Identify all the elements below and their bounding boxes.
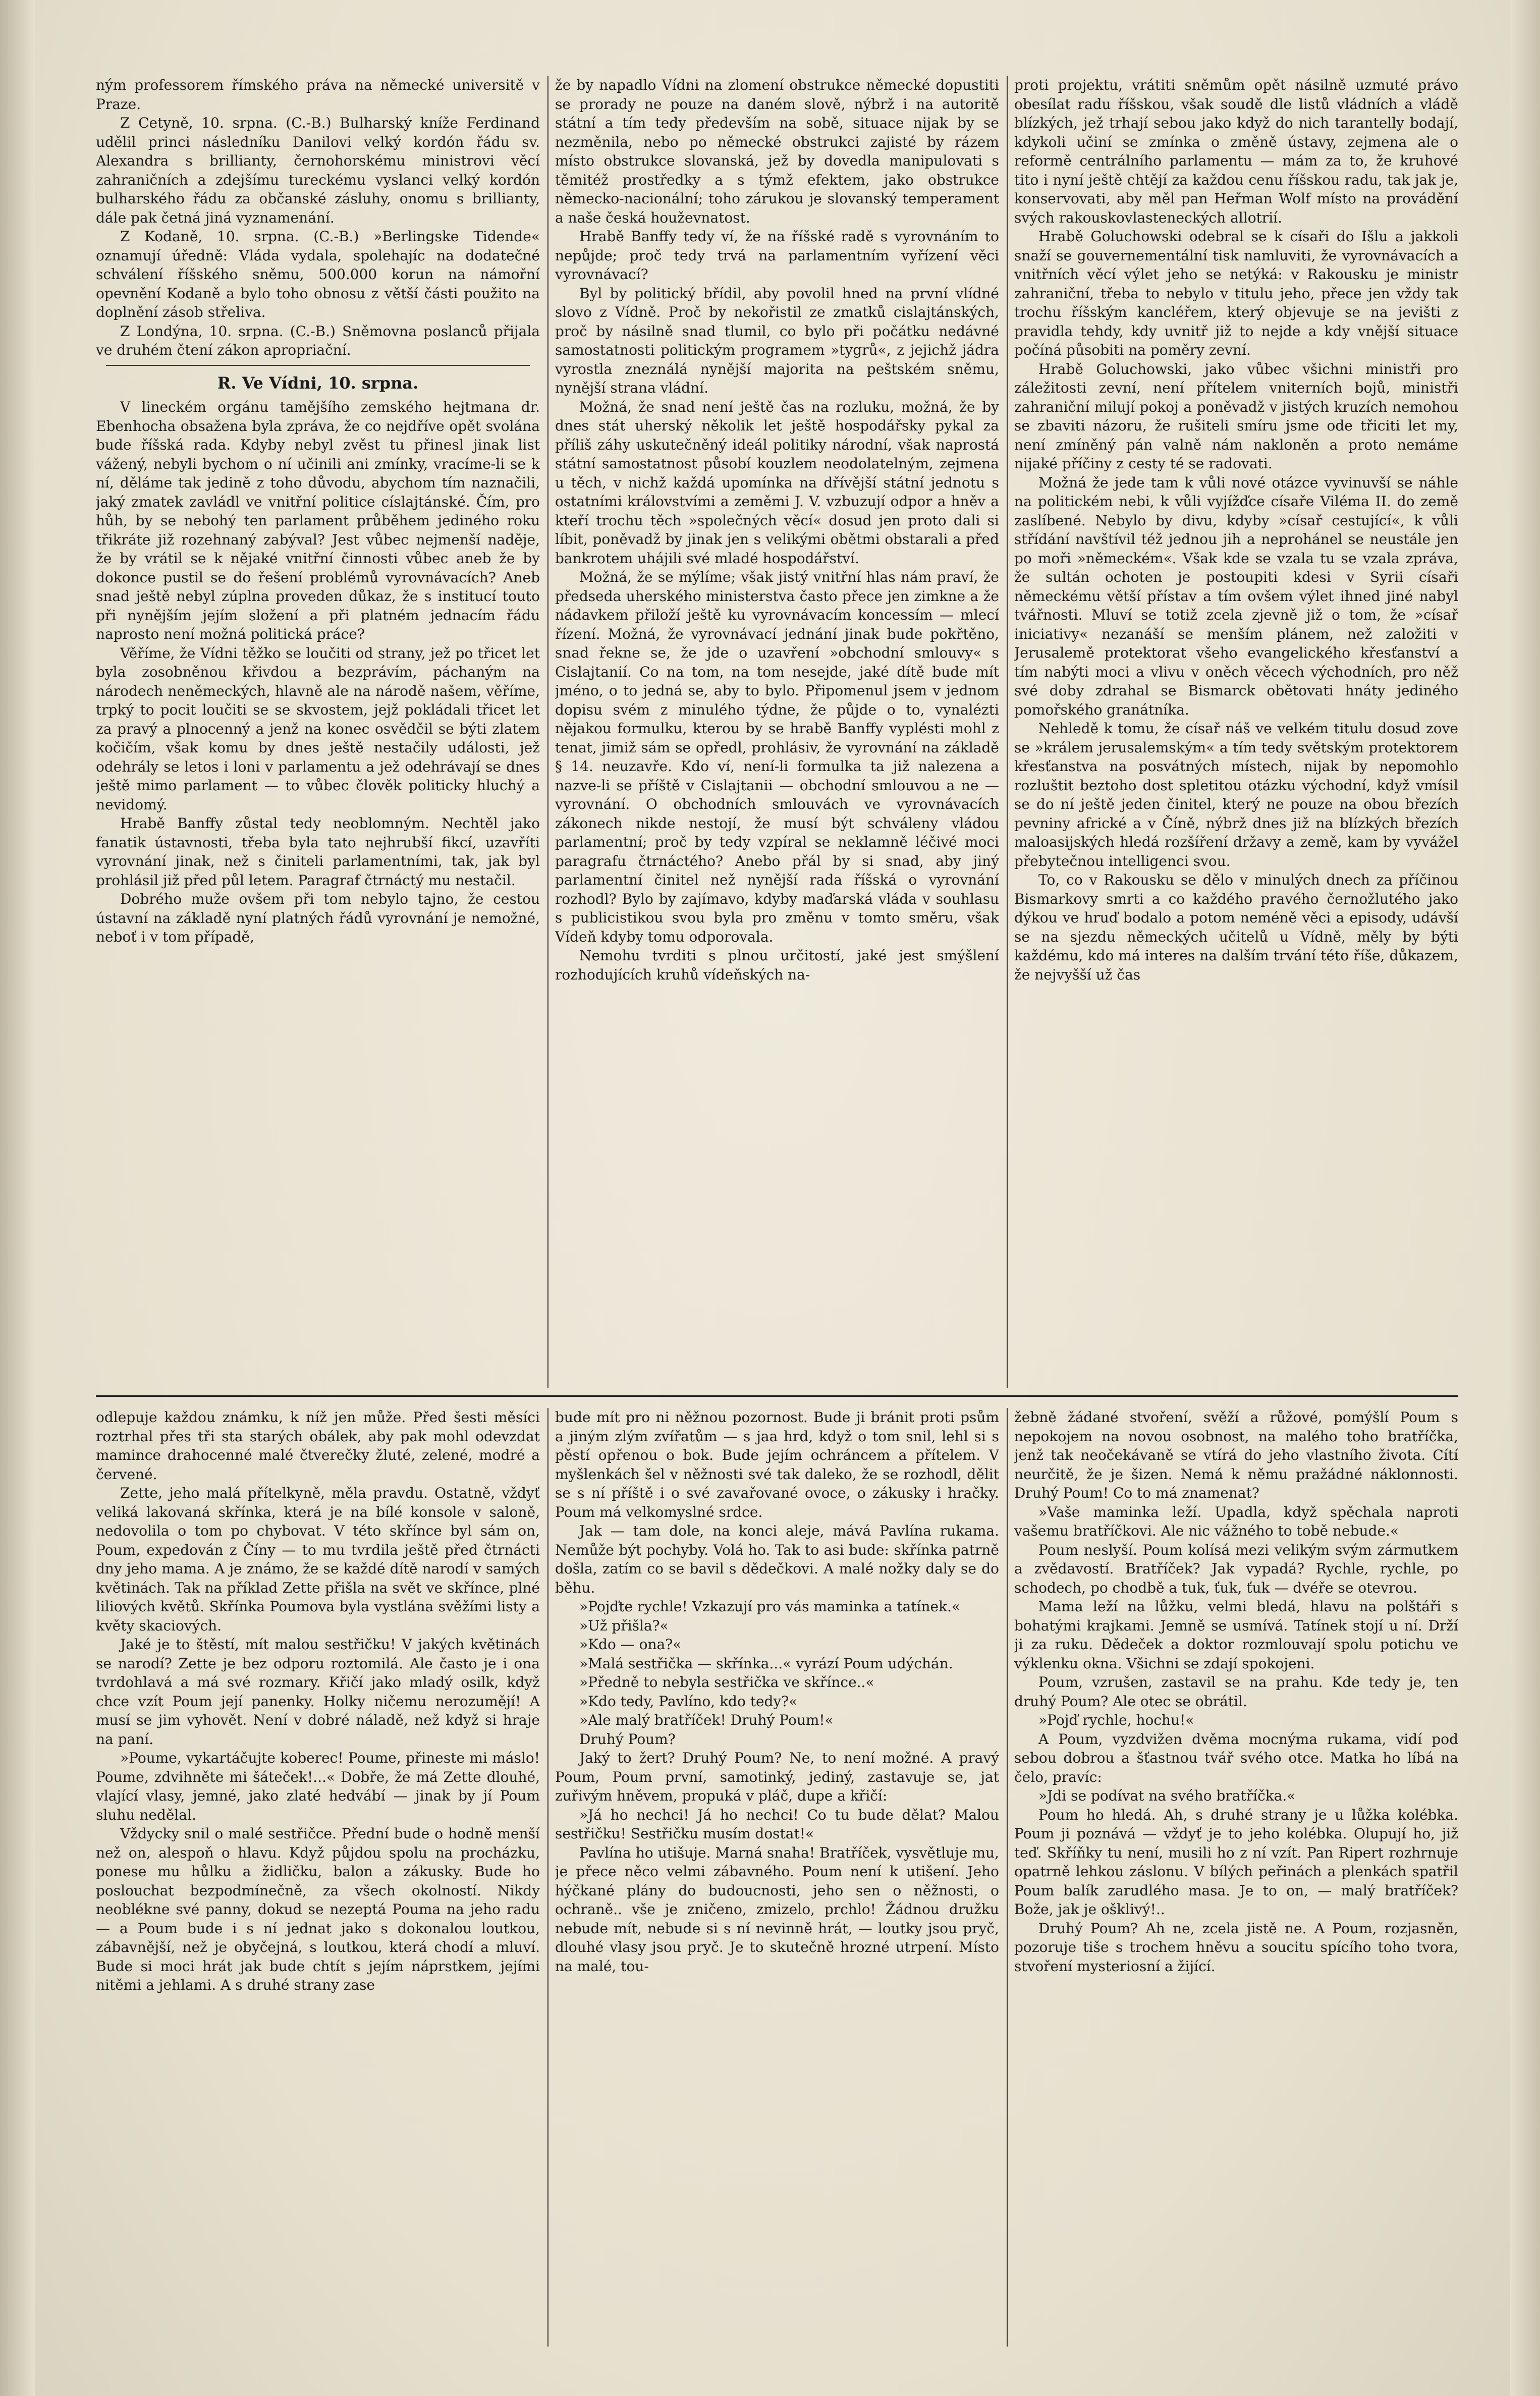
paragraph: Hrabě Goluchowski, jako vůbec všichni ministři pro záležitosti zevní, není přítelem vniterních bojů, ministři zahraniční milují pokoj a poněvadž v jistých kruzích nemohou se zbaviti názoru, že rušiteli smíru jsme ode třiciti let my, není zmíněný pán valně nám nakloněn a proto nemáme nijaké příčiny z cesty té se radovati. [1014,360,1458,472]
paragraph: Hrabě Goluchowski odebral se k císaři do Išlu a jakkoli snaží se gouvernementální tisk namluviti, že vyrovnávacích a vnitřních věcí výlet jeho se netýká: v Rakousku je ministr zahraniční, třeba to nebylo v titulu jeho, přece jen vždy tak trochu říšským kancléřem, který objevuje se na jevišti z pravidla tehdy, kdy uvnitř již to nejde a kdy vnější situace počíná působiti na poměry zevní. [1014,228,1458,358]
column-rule [547,76,548,1388]
page-edge-left [0,0,35,2396]
feuilleton-column-2 [555,1408,999,2347]
paragraph: Vždycky snil o malé sestřičce. Přední bude o hodně menší než on, alespoň o hlavu. Když půjdou spolu na procházku, ponese mu hůlku a židličku, balon a zákusky. Bude ho poslouchat bezpodmínečně, za všech okolností. Nikdy neobléknе své panny, dokud se nezeptá Pouma na jeho radu — a Poum bude i s ní jednat jako s dokonalou loutkou, zábavnější, než je obyčejná, s loutkou, která chodí a mluví. Bude si moci hrát jak bude chtít s jejím náprstkem, jejími nitěmi a jehlami. A s druhé strany zase [96,1825,540,1993]
feuilleton-column-1 [96,1408,540,2347]
paragraph: žebně žádané stvoření, svěží a růžové, pomýšlí Poum s nepokojem na novou osobnost, na malého toho bratříčka, jenž tak neočekávaně se vtírá do jeho vlastního života. Cítí neurčitě, že je šizen. Nemá k němu pražádné náklonnosti. Druhý Poum! Co to má znamenat? [1014,1409,1458,1501]
dialogue-line: »Kdo — ona?« [579,1636,682,1653]
dialogue-line: Druhý Poum? [579,1730,676,1748]
section-divider [106,365,530,366]
column-rule [547,1408,548,2347]
paragraph: To, co v Rakousku se dělo v minulých dnech za příčinou Bismarkovy smrti a co každého pravého černožlutého jako dýkou ve hruď bodalo a potom neméně věci a episody, udávší se na sjezdu německých učitelů u Vídně, měly by býti každému, kdo má interes na dalším trvání této říše, důkazem, že nejvyšší už čas [1014,872,1458,983]
paragraph: Jaký to žert? Druhý Poum? Ne, to není možné. A pravý Poum, Poum první, samotinký, jediný, zastavuje se, jat zuřivým hněvem, propuká v pláč, dupe a křičí: [555,1750,999,1804]
paragraph: Dobrého muže ovšem při tom nebylo tajno, že cestou ústavní na základě nyní platných řádů vyrovnání je nemožné, neboť i v tom případě, [96,891,540,945]
feuilleton-column-3 [1014,1408,1458,2347]
news-column-3 [1014,76,1458,1388]
paragraph: že by napadlo Vídni na zlomení obstrukce německé dopustiti se prorady ne pouze na daném slově, nýbrž i na autoritě státní a tím tedy především na sobě, situace nijak by se nezměnila, nebo po německé obstrukci zajisté by rázem místo obstrukce slovanská, jež by dovedla manipulovati s těmitéž prostředky a s týmž efektem, jako obstrukce německo-nacionální; toho zárukou je slovanský temperament a naše česká houževnatost. [555,77,999,226]
news-column-1 [96,76,540,1388]
paragraph: odlepuje každou známku, k níž jen může. Před šesti měsíci roztrhal přes tři sta starých obálek, aby pak mohl odevzdat mamince drahocenné malé čtverečky žluté, zelené, modré a červené. [96,1409,540,1483]
dialogue-line: »Malá sestřička — skřínka...« vyrází Poum udýchán. [579,1655,953,1672]
section-heading-vienna: R. Ve Vídni, 10. srpna. [217,373,419,393]
paragraph: Jak — tam dole, na konci aleje, mává Pavlína rukama. Nemůže být pochyby. Volá ho. Tak to asi bude: skřínka patrně došla, zatím co se bavil s dědečkovi. A malé nožky daly se do běhu. [555,1522,999,1596]
dialogue-line: »Já ho nechci! Já ho nechci! Co tu bude dělat? Malou sestřičku! Sestřičku musím dostat!« [555,1806,999,1842]
news-section [96,76,1458,1388]
paragraph: Nehledě k tomu, že císař náš ve velkém titulu dosud zove se »králem jerusalemským« a tím tedy světským protektorem křesťanstva na posvátných místech, nijak by nepomohlo rozluštit beztoho dost spletitou otázku východní, když vmísil se do ní ještě jeden činitel, který ne pouze na obou březích pevniny africké a v Číně, nýbrž dnes již na blízkých březích maloasijských hledá rozšíření državy a země, kam by vyvážel přebytečnou intelligenci svou. [1014,720,1458,869]
paragraph: Zette, jeho malá přítelkyně, měla pravdu. Ostatně, vždyť veliká lakovaná skřínka, která je na bílé konsole v saloně, nedovolila o tom po chybovat. V této skřínce byl sám on, Poum, expedován z Číny — to mu tvrdila ještě před čtrnácti dny jeho mama. A je známo, že se každé dítě narodí v samých květinách. Tak na příklad Zette přišla na svět ve skřínce, plné liliových květů. Skřínka Poumova byla vystlána svěžími listy a květy skaciových. [96,1485,540,1634]
dialogue-line: »Jdi se podívat na svého bratříčka.« [1038,1787,1296,1804]
column-rule [1007,76,1008,1388]
paragraph: Hrabě Banffy tedy ví, že na říšské radě s vyrovnáním to nepůjde; proč tedy trvá na parlamentním vyřízení věci vyrovnávací? [555,228,999,283]
paragraph: Poum ho hledá. Ah, s druhé strany je u lůžka kolébka. Poum ji poznává — vždyť je to jeho kolébka. Olupují ho, již teď. Skříňky tu není, musili ho z ní vzít. Pan Ripert rozhrnuje opatrně lehkou záslonu. V bílých peřinách a plenkách spatřil Poum balík zarudlého masa. Je to on, — malý bratříček? Bože, jak je ošklivý!.. [1014,1806,1458,1918]
paragraph: Možná, že snad není ještě čas na rozluku, možná, že by dnes stát uherský několik let ještě hospodářsky pykal za příliš záhy uskutečněný ideál politiky národní, však naprostá státní samostatnost působí kouzlem neodolatelným, zejmena u těch, v nichž každá upomínka na dřívější státní jednotu s ostatními královstvími a zeměmi J. V. vzbuzují odpor a hněv a kteří trochu těch »společných věcí« dosud jen proto dali si líbit, poněvadž by jinak jen s velikými obětmi obstarali a před bankrotem uhájili své mladé hospodářství. [555,398,999,567]
paragraph: bude mít pro ni něžnou pozornost. Bude ji bránit proti psům a jiným zlým zvířatům — s jaa hrd, když o tom snil, lehl si s pěstí opřenou o bok. Bude jejím ochráncem a přítelem. V myšlenkách šel v něžnosti své tak daleko, že se rozhodl, dělit se s ní příště i o své zavařované ovoce, o zákusky i hračky. Poum má velkomyslné srdce. [555,1409,999,1520]
paragraph: ným professorem římského práva na německé universitě v Praze. [96,77,540,113]
paragraph: Poum neslyší. Poum kolísá mezi velikým svým zármutkem a zvědavostí. Bratříček? Jak vypadá? Rychle, rychle, po schodech, po chodbě a tuk, ťuk, ťuk — dvéře se otevrou. [1014,1541,1458,1596]
paragraph: Hrabě Banffy zůstal tedy neoblomným. Nechtěl jako fanatik ústavnosti, třeba byla tato nejhrubší fikcí, uzavříti vyrovnání jinak, než s činiteli parlamentními, tak, jak byl prohlásil již před půl letem. Paragraf čtrnáctý mu nestačil. [96,815,540,889]
paragraph: Možná že jede tam k vůli nové otázce vyvinuvší se náhle na politickém nebi, k vůli vyjížďce císaře Viléma II. do země zaslíbené. Nebylo by divu, kdyby »císař cestující«, k vůli střídání navštívil též jednou jih a neprohánel se neustále jen po moři »německém«. Však kde se vzala tu se vzala zpráva, že sultán ochoten je postoupiti kdesi v Syrii císaři německému větší přístav a tím ovšem výlet ihned jiné nabyl tvářnosti. Mluví se totiž zcela zjevně již o tom, že »císař iniciativy« nezanáší se menším plánem, než založiti v Jerusalemě protektorat všeho evangelického křesťanství a tím nabýti moci a vlivu v oněch věcech východních, pro něž své doby zdrahal se Bismarck obětovati hnáty jediného pomořského granátníka. [1014,474,1458,718]
dialogue-line: »Vaše maminka leží. Upadla, když spěchala naproti vašemu bratříčkovi. Ale nic vážného to tobě nebude.« [1014,1503,1458,1539]
paragraph: Nemohu tvrditi s plnou určitostí, jaké jest smýšlení rozhodujících kruhů vídeňských na- [555,947,999,983]
paragraph: Pavlína ho utišuje. Marná snaha! Bratříček, vysvětluje mu, je přece něco velmi zábavného. Poum není k utišení. Jeho hýčkané plány do budoucnosti, jeho sen o něžnosti, o ochraně.. vše je zničeno, zmizelo, prchlo! Žádnou družku nebude mít, nebude si s ní nevinně hrát, — loutky jsou pryč, dlouhé vlasy jsou pryč. Je to skutečně hrozné utrpení. Místo na malé, tou- [555,1844,999,1975]
paragraph: Poum, vzrušen, zastavil se na prahu. Kde tedy je, ten druhý Poum? Ale otec se obrátil. [1014,1674,1458,1710]
paragraph: Možná, že se mýlíme; však jistý vnitřní hlas nám praví, že předseda uherského ministerstva často přece jen zimkne a že nádavkem přiloží ještě ku vyrovnávacím koncessím — mlecí řízení. Možná, že vyrovnávací jednání jinak bude pokřtěno, snad řekne se, že jde o uzavření »obchodní smlouvy« s Cislajtanií. Co na tom, na tom nesejde, jaké dítě bude mít jméno, o to jedná se, aby to bylo. Připomenul jsem v jednom dopisu svém z minulého týdne, že půjde o to, vynalézti nějakou formulku, kterou by se hrabě Banffy vyplésti mohl z tenat, jimiž sám se opředl, prohlásiv, že vyrovnání na základě § 14. neuzavře. Kdo ví, není-li formulka ta již nalezena a nazve-li se příště v Cislajtanii — obchodní smlouvou a ne — vyrovnání. O obchodních smlouvách ve vyrovnávacích zákonech nikde nestojí, že musí být schváleny vládou parlamentní; proč by tedy vzpíral se neklamně léčivé moci paragrafu čtrnáctého? Anebo přál by si snad, aby jiný parlamentní činitel než nynější rada říšská o vyrovnání rozhodl? Bylo by zajímavo, kdyby maďarská vláda v souhlasu s publicistikou svou byla pro změnu v tomto směru, však Vídeň kdyby tomu odporovala. [555,569,999,945]
paragraph: proti projektu, vrátiti sněmům opět násilně uzmuté právo obesílat radu říšskou, však soudě dle listů vládních a vládě blízkých, jež trhají sebou jako když do nich tarantelly bodají, kdykoli učiní se zmínka o změně ústavy, zejmena ale o reformě centrálního parlamentu — mám za to, že kruhové tito i nyní ještě chtějí za každou cenu říšskou radu, tak jak je, konservovati, aby měl pan Heřman Wolf místo na provádění svých rakouskovlasteneckých allotrií. [1014,77,1458,226]
dialogue-line: »Pojď rychle, hochu!« [1038,1712,1194,1728]
dialogue-line: »Už přišla?« [579,1617,669,1634]
dialogue-line: »Kdo tedy, Pavlíno, kdo tedy?« [579,1693,798,1710]
news-column-2 [555,76,999,1388]
page-edge-right [1510,0,1540,2396]
paragraph: »Poume, vykartáčujte koberec! Poume, přineste mi máslo! Poume, zdvihněte mi šáteček!...« Dobře, že má Zette dlouhé, vlající vlasy, jemné, jako zlaté hedvábí — jinak by jí Poum sluhu nedělal. [96,1750,540,1823]
dialogue-line: »Předně to nebyla sestřička ve skřínce..« [579,1674,874,1691]
news-item-cetyne: Z Cetyně, 10. srpna. (C.-B.) Bulharský kníže Ferdinand udělil princi následníku Danilovi velký kordón řádu sv. Alexandra s brillianty, černohorskému ministrovi věcí zahraničních a zdejšímu tureckému vyslanci velký kordón bulharského řádu za občanské zásluhy, onomu s brillianty, dále pak četná jiná vyznamenání. [96,115,540,226]
paragraph: Mama leží na lůžku, velmi bledá, hlavu na polštáři s bohatými krajkami. Jemně se usmívá. Tatínek stojí u ní. Drží ji za ruku. Dědeček a doktor rozmlouvají spolu potichu ve výklenku okna. Všichni se zdají spokojeni. [1014,1598,1458,1672]
dialogue-line: »Ale malý bratříček! Druhý Poum!« [579,1712,834,1728]
news-item-londyn: Z Londýna, 10. srpna. (C.-B.) Sněmovna poslanců přijala ve druhém čtení zákon apropriační. [96,322,540,358]
paragraph: V lineckém orgánu tamějšího zemského hejtmana dr. Ebenhocha obsažena byla zpráva, že co nejdříve opět svolána bude říšská rada. Kdyby nebyl zvěst tu přinesl jinak list vážený, nebyli bychom o ní učinili ani zmínky, vracíme-li se k ní, děláme tak jedině z toho důvodu, abychom tím naznačili, jaký zmatek zavládl ve vnitřní politice císlajtánské. Čím, pro hůh, by se nebohý ten parlament průběhem jediného roku třikráte již rozehnaný zabýval? Jest vůbec nejmenší naděje, že by vrátil se k nějaké vnitřní činnosti vůbec aneb že by dokonce pustil se do řešení problémů vyrovnávacích? Aneb snad ještě nebyl zúplna proveden důkaz, že s institucí touto při nynějším jejím složení a při platném jednacím řádu naprosto není možná politická práce? [96,399,540,642]
column-rule [1007,1408,1008,2347]
paragraph: A Poum, vyzdvižen dvěma mocnýma rukama, vidí pod sebou dobrou a šťastnou tvář svého otce. Matka ho líbá na čelo, pravíc: [1014,1730,1458,1785]
paragraph: Byl by politický břídil, aby povolil hned na první vlídné slovo z Vídně. Proč by nekořistil ze zmatků cislajtánských, proč by násilně snad tlumil, co bylo při počátku nedávné samostatnosti politickým programem »tygrů«, z jejichž jádra vyrostla zneználá nynější majorita na peštském sněmu, nynější strana vládní. [555,285,999,396]
paragraph: Věříme, že Vídni těžko se loučiti od strany, jež po třicet let byla zosobněnou křivdou a bezprávím, páchaným na národech neněmeckých, hlavně ale na národě našem, věříme, trpký to pocit loučiti se se skvostem, jejž pokládali třicet let za pravý a plnocenný a jenž na konec osvědčil se býti zlatem kočičím, však komu by dnes ještě nestačily události, jež odehrály se letos i loni v parlamentu a jež odehrávají se dnes ještě mimo parlament — to vůbec člověk politicky hluchý a nevidomý. [96,644,540,813]
dialogue-line: »Pojďte rychle! Vzkazují pro vás maminka a tatínek.« [579,1598,961,1615]
paragraph: Jaké je to štěstí, mít malou sestřičku! V jakých květinách se narodí? Zette je bez odporu roztomilá. Ale často je i ona tvrdohlavá a má své rozmary. Křičí jako mladý osilk, když chce vzít Poum její panenky. Holky ničemu nerozumějí! A musí se jim vyhovět. Není v dobré náladě, než když si hraje na paní. [96,1636,540,1748]
news-item-kodan: Z Kodaně, 10. srpna. (C.-B.) »Berlingske Tidende« oznamují úředně: Vláda vydala, spolehajíc na dodatečné schválení říšského sněmu, 500.000 korun na námořní opevnění Kodaně a bylo toho obnosu z větší části použito na doplnění zásob střeliva. [96,228,540,320]
feuilleton-section [96,1408,1458,2347]
section-separator [96,1395,1458,1397]
paragraph: Druhý Poum? Ah ne, zcela jistě ne. A Poum, rozjasněn, pozoruje tiše s trochem hněvu a soucitu spícího toho tvora, stvoření mysteriosní a žijící. [1014,1920,1458,1975]
